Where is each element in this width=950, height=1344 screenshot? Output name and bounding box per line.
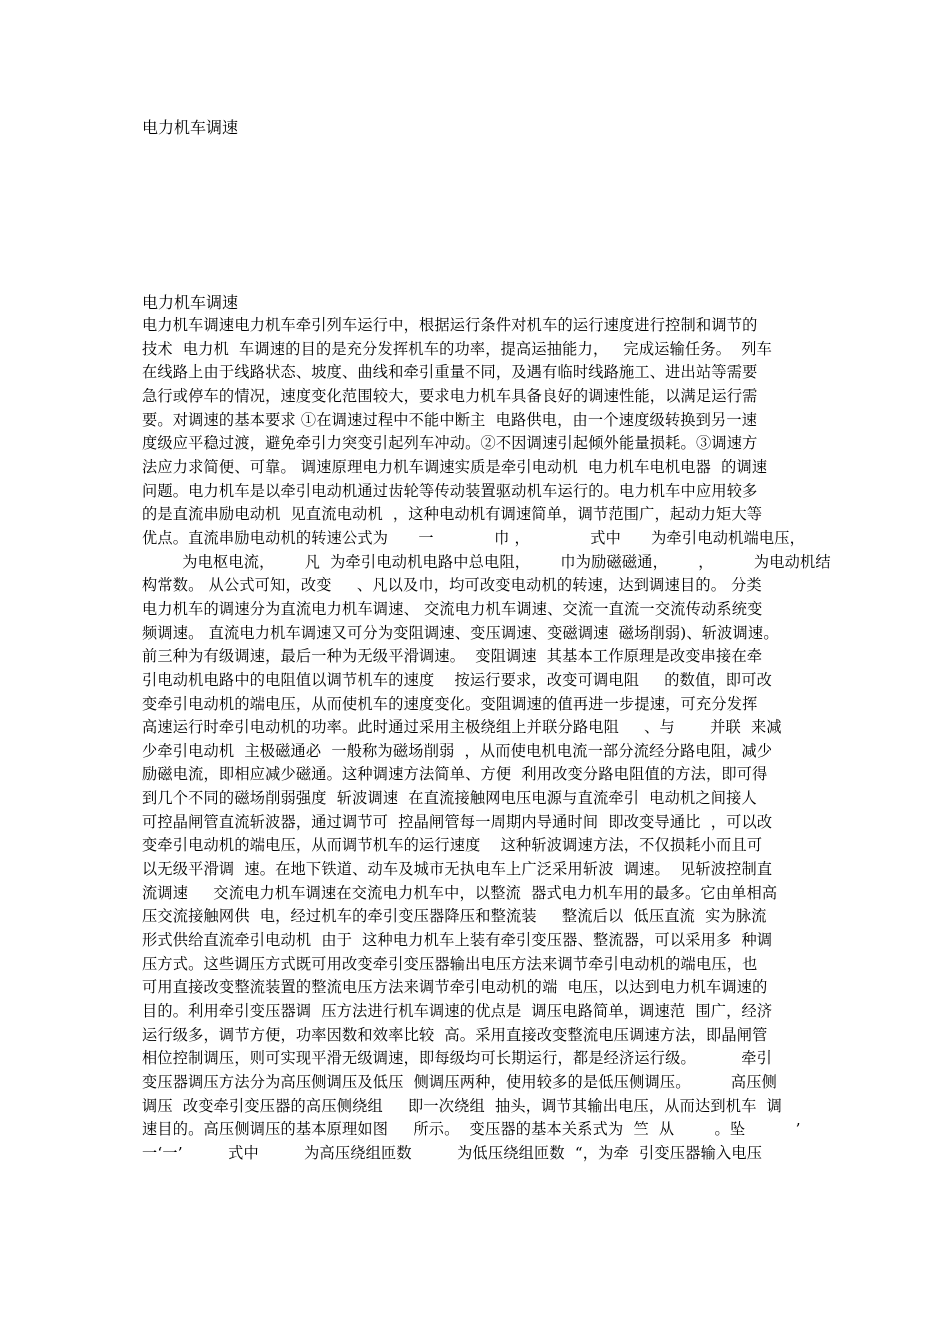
text-line: 要。对调速的基本要求 ①在调速过程中不能中断主 电路供电，由一个速度级转换到另一速 xyxy=(142,410,758,429)
text-line: 到几个不同的磁场削弱强度 斩波调速 在直流接触网电压电源与直流牵引 电动机之间接人 xyxy=(142,789,757,808)
text-line: 可控晶闸管直流斩波器，通过调节可 控晶闸管每一周期内导通时间 即改变导通比 ，可以改 xyxy=(142,812,773,831)
text-line: 变牵引电动机的端电压，从而使机车的速度变化。变阻调速的值再进一步提速，可充分发挥 xyxy=(142,694,758,713)
text-line: 压方式。这些调压方式既可用改变牵引变压器输出电压方法来调节牵引电动机的端电压，也 xyxy=(142,954,758,973)
text-line: 流调速 交流电力机车调速在交流电力机车中，以整流 器式电力机车用的最多。它由单相高 xyxy=(142,883,778,902)
text-line: 为电枢电流， 凡 为牵引电动机电路中总电阻， 巾为励磁磁通， ， 为电动机结 xyxy=(142,552,831,571)
text-line: 频调速。 直流电力机车调速又可分为变阻调速、变压调速、变磁调速 磁场削弱)、斩波调速。 xyxy=(142,623,779,642)
text-line: 的是直流串励电动机 见直流电动机 ，这种电动机有调速简单，调节范围广，起动力矩大等 xyxy=(142,505,763,524)
page-title: 电力机车调速 xyxy=(142,118,239,137)
text-line: 问题。电力机车是以牵引电动机通过齿轮等传动装置驱动机车运行的。电力机车中应用较多 xyxy=(142,481,758,500)
text-line: 构常数。 从公式可知，改变 、凡以及巾，均可改变电动机的转速，达到调速目的。 分类 xyxy=(142,576,762,595)
text-line: 度级应平稳过渡，避免牵引力突变引起列车冲动。②不因调速引起倾外能量损耗。③调速方 xyxy=(142,434,758,453)
text-line: 一‘一’ 式中 为高压绕组匝数 为低压绕组匝数 “，为牵 引变压器输入电压 xyxy=(142,1143,763,1162)
text-line: 运行级多，调节方便，功率因数和效率比较 高。采用直接改变整流电压调速方法，即晶闸管 xyxy=(142,1025,768,1044)
text-line: 高速运行时牵引电动机的功率。此时通过采用主极绕组上并联分路电阻 、与 并联 来减 xyxy=(142,718,782,737)
body-text xyxy=(142,314,831,1166)
text-line: 可用直接改变整流装置的整流电压方法来调节牵引电动机的端 电压，以达到电力机车调速的 xyxy=(142,978,768,997)
text-line: 电力机车的调速分为直流电力机车调速、 交流电力机车调速、交流一直流一交流传动系统变 xyxy=(142,599,763,618)
section-heading: 电力机车调速 xyxy=(142,293,239,312)
text-line: 压交流接触网供 电，经过机车的牵引变压器降压和整流装 整流后以 低压直流 实为脉流 xyxy=(142,907,767,926)
text-line: 前三种为有级调速，最后一种为无级平滑调速。 变阻调速 其基本工作原理是改变串接在牵 xyxy=(142,647,763,666)
text-line: 在线路上由于线路状态、坡度、曲线和牵引重量不同，及遇有临时线路施工、进出站等需要 xyxy=(142,363,758,382)
text-line: 引电动机电路中的电阻值以调节机车的速度 按运行要求，改变可调电阻 的数值，即可改 xyxy=(142,670,772,689)
text-line: 急行或停车的情况，速度变化范围较大，要求电力机车具备良好的调速性能，以满足运行需 xyxy=(142,386,758,405)
text-line: 以无级平滑调 速。在地下铁道、动车及城市无执电车上广泛采用斩波 调速。 见斩波控制直 xyxy=(142,860,773,879)
text-line: 形式供给直流牵引电动机 由于 这种电力机车上装有牵引变压器、整流器，可以采用多 种调 xyxy=(142,931,773,950)
text-line: 速目的。高压侧调压的基本原理如图 所示。 变压器的基本关系式为 竺 从 。坠 ’ xyxy=(142,1120,801,1139)
text-line: 变压器调压方法分为高压侧调压及低压 侧调压两种，使用较多的是低压侧调压。 高压侧 xyxy=(142,1073,778,1091)
text-line: 目的。利用牵引变压器调 压方法进行机车调速的优点是 调压电路简单，调速范 围广，经济 xyxy=(142,1002,773,1021)
text-line: 少牵引电动机 主极磁通必 一般称为磁场削弱 ，从而使电机电流一部分流经分路电阻，减少 xyxy=(142,741,773,760)
text-line: 优点。直流串励电动机的转速公式为 一 巾 ， 式中 为牵引电动机端电压， xyxy=(142,528,806,547)
text-line: 技术 电力机 车调速的目的是充分发挥机车的功率，提高运抽能力， 完成运输任务。 列车 xyxy=(142,339,772,358)
text-line: 法应力求简便、可靠。 调速原理电力机车调速实质是牵引电动机 电力机车电机电器 的调速 xyxy=(142,457,768,476)
text-line: 相位控制调压，则可实现平滑无级调速，即每级均可长期运行，都是经济运行级。 牵引 xyxy=(142,1049,772,1068)
text-line: 励磁电流，即相应减少磁通。这种调速方法简单、方便 利用改变分路电阻值的方法，即可得 xyxy=(142,765,768,784)
text-line: 电力机车调速电力机车牵引列车运行中，根据运行条件对机车的运行速度进行控制和调节的 xyxy=(142,316,758,334)
text-line: 调压 改变牵引变压器的高压侧绕组 即一次绕组 抽头，调节其输出电压，从而达到机车 调 xyxy=(142,1096,783,1115)
text-line: 变牵引电动机的端电压，从而调节机车的运行速度 这种斩波调速方法，不仅损耗小而且可 xyxy=(142,836,763,855)
